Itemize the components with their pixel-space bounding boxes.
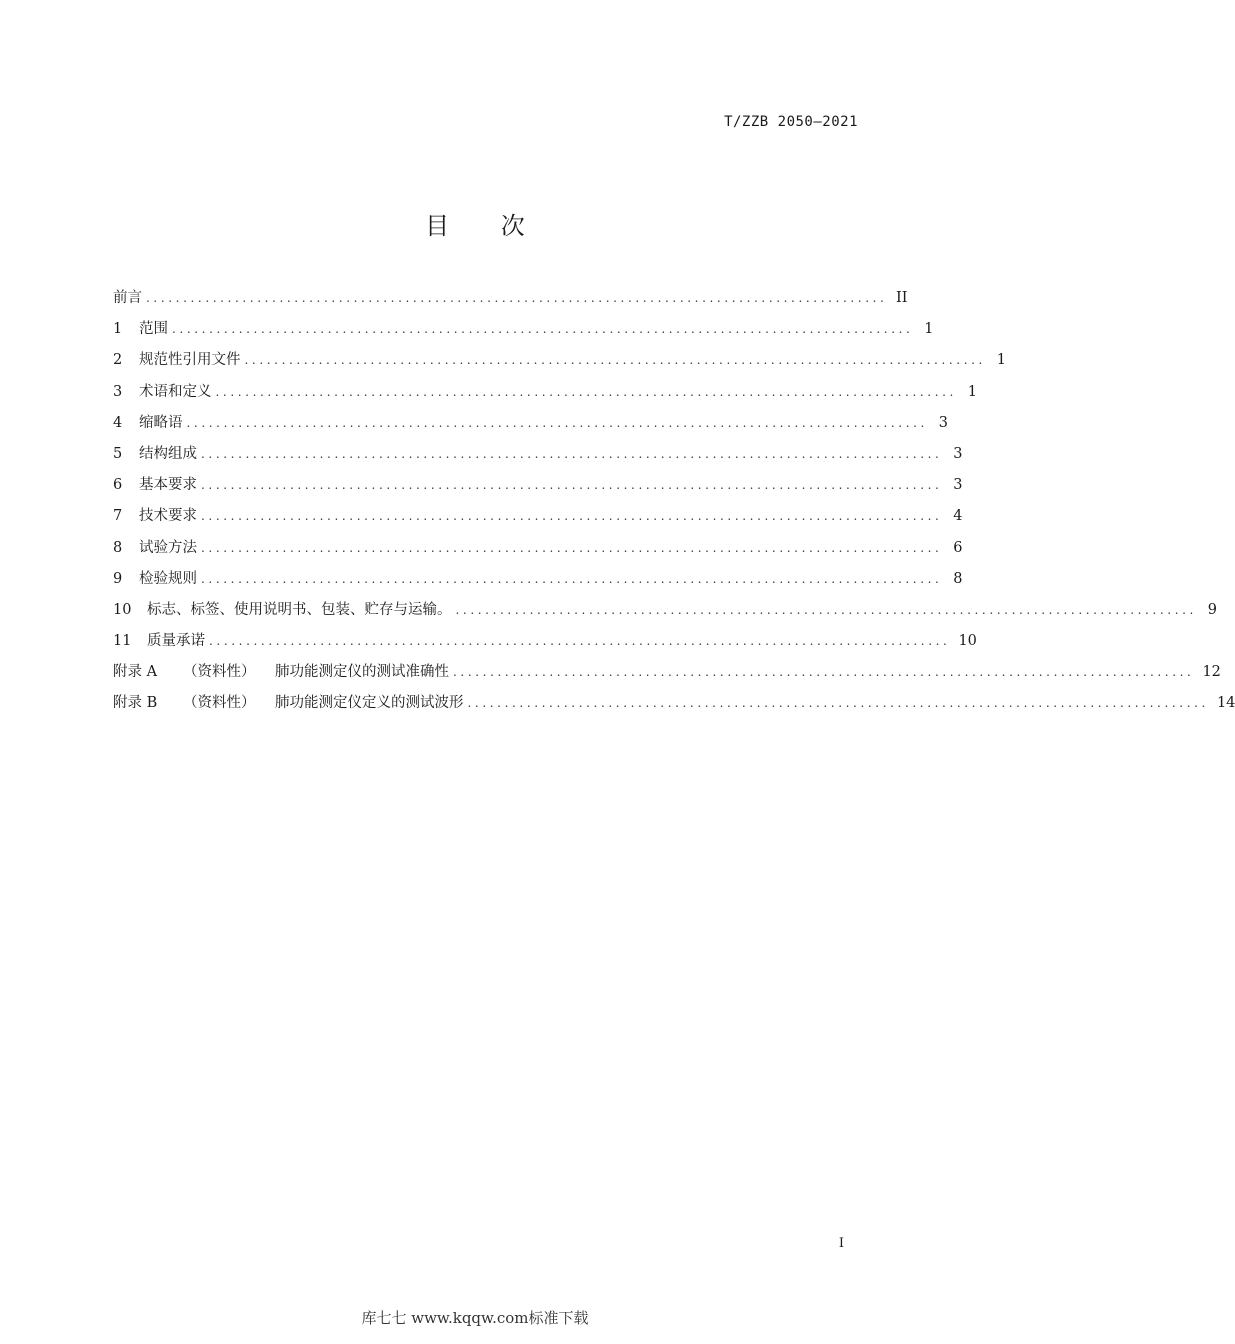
appendix-page: 14 <box>1216 695 1235 712</box>
dot-leader: .................................................................................................... <box>215 384 957 399</box>
toc-entry-page: 4 <box>953 508 963 525</box>
toc-entry-page: 1 <box>924 321 934 338</box>
toc-entry-number: 11 <box>113 633 132 650</box>
toc-entry-title: 标志、标签、使用说明书、包装、贮存与运输。 <box>147 601 452 618</box>
toc-entry-page: 3 <box>938 414 948 431</box>
toc-entry-number: 1 <box>113 321 123 338</box>
toc-entry[interactable] <box>113 595 1217 626</box>
appendix-title: 肺功能测定仪定义的测试波形 <box>275 695 464 712</box>
dot-leader: .................................................................................................... <box>209 634 951 649</box>
toc-entry-title: 试验方法 <box>139 539 197 556</box>
toc-entry-title: 技术要求 <box>139 508 197 525</box>
toc-entry-page: 1 <box>996 352 1006 369</box>
toc-entry-title: 规范性引用文件 <box>139 352 241 369</box>
toc-appendix-a[interactable] <box>113 657 1221 688</box>
appendix-kind: （资料性） <box>183 695 256 712</box>
dot-leader: .................................................................................................... <box>201 571 943 586</box>
toc-entry-title: 范围 <box>139 321 168 338</box>
dot-leader: .................................................................................................... <box>201 478 943 493</box>
standard-code: T/ZZB 2050—2021 <box>724 114 858 130</box>
toc-entry[interactable] <box>113 314 934 345</box>
dot-leader: .................................................................................................... <box>186 415 928 430</box>
page-number: I <box>838 1236 844 1251</box>
toc-entry[interactable] <box>113 439 963 470</box>
toc-entry[interactable] <box>113 533 963 564</box>
appendix-label: 附录 A <box>113 664 158 681</box>
toc-entry-page: 1 <box>967 383 977 400</box>
toc-entry-page: 8 <box>953 570 963 587</box>
dot-leader: .................................................................................................... <box>172 322 914 337</box>
dot-leader: .................................................................................................... <box>467 696 1209 711</box>
toc-entry-page: 3 <box>953 477 963 494</box>
toc-entry-title: 缩略语 <box>139 414 183 431</box>
toc-entry-page: 6 <box>953 539 963 556</box>
toc-entry-page: 10 <box>958 633 977 650</box>
toc-entry-title: 质量承诺 <box>147 633 205 650</box>
toc-entry-number: 6 <box>113 477 123 494</box>
toc-entry[interactable] <box>113 626 977 657</box>
dot-leader: .................................................................................................... <box>146 291 888 305</box>
toc-entry[interactable] <box>113 470 963 501</box>
toc-entry-page: 9 <box>1207 601 1217 618</box>
toc-entry-title: 结构组成 <box>139 445 197 462</box>
toc-entry-number: 9 <box>113 570 123 587</box>
toc-entry-title: 前言 <box>113 290 142 306</box>
toc-entry-number: 2 <box>113 352 123 369</box>
toc-entry[interactable] <box>113 501 963 532</box>
watermark-text: 库七七 www.kqqw.com标准下载 <box>361 1309 589 1327</box>
page-title: 目 次 <box>425 212 525 240</box>
table-of-contents <box>113 283 1235 720</box>
toc-entry[interactable] <box>113 345 1006 376</box>
dot-leader: .................................................................................................... <box>244 353 986 368</box>
toc-entry[interactable] <box>113 377 977 408</box>
dot-leader: .................................................................................................... <box>201 509 943 524</box>
appendix-label: 附录 B <box>113 695 158 712</box>
toc-entry-number: 10 <box>113 601 132 618</box>
dot-leader: .................................................................................................... <box>201 446 943 461</box>
toc-entry-title: 术语和定义 <box>139 383 212 400</box>
toc-entry-number: 7 <box>113 508 123 525</box>
dot-leader: .................................................................................................... <box>453 665 1195 680</box>
toc-entry-number: 3 <box>113 383 123 400</box>
toc-entry[interactable] <box>113 408 948 439</box>
appendix-kind: （资料性） <box>183 664 256 681</box>
toc-entry-title: 检验规则 <box>139 570 197 587</box>
toc-entry-page: 3 <box>953 445 963 462</box>
toc-entry-number: 8 <box>113 539 123 556</box>
dot-leader: .................................................................................................... <box>455 602 1197 617</box>
toc-entry-title: 基本要求 <box>139 477 197 494</box>
appendix-title: 肺功能测定仪的测试准确性 <box>275 664 449 681</box>
toc-entry-page: II <box>895 290 908 306</box>
toc-appendix-b[interactable] <box>113 688 1235 719</box>
toc-entry[interactable] <box>113 564 963 595</box>
toc-entry-number: 4 <box>113 414 123 431</box>
appendix-page: 12 <box>1202 664 1221 681</box>
toc-entry-preface[interactable] <box>113 283 908 314</box>
dot-leader: .................................................................................................... <box>201 540 943 555</box>
toc-entry-number: 5 <box>113 445 123 462</box>
